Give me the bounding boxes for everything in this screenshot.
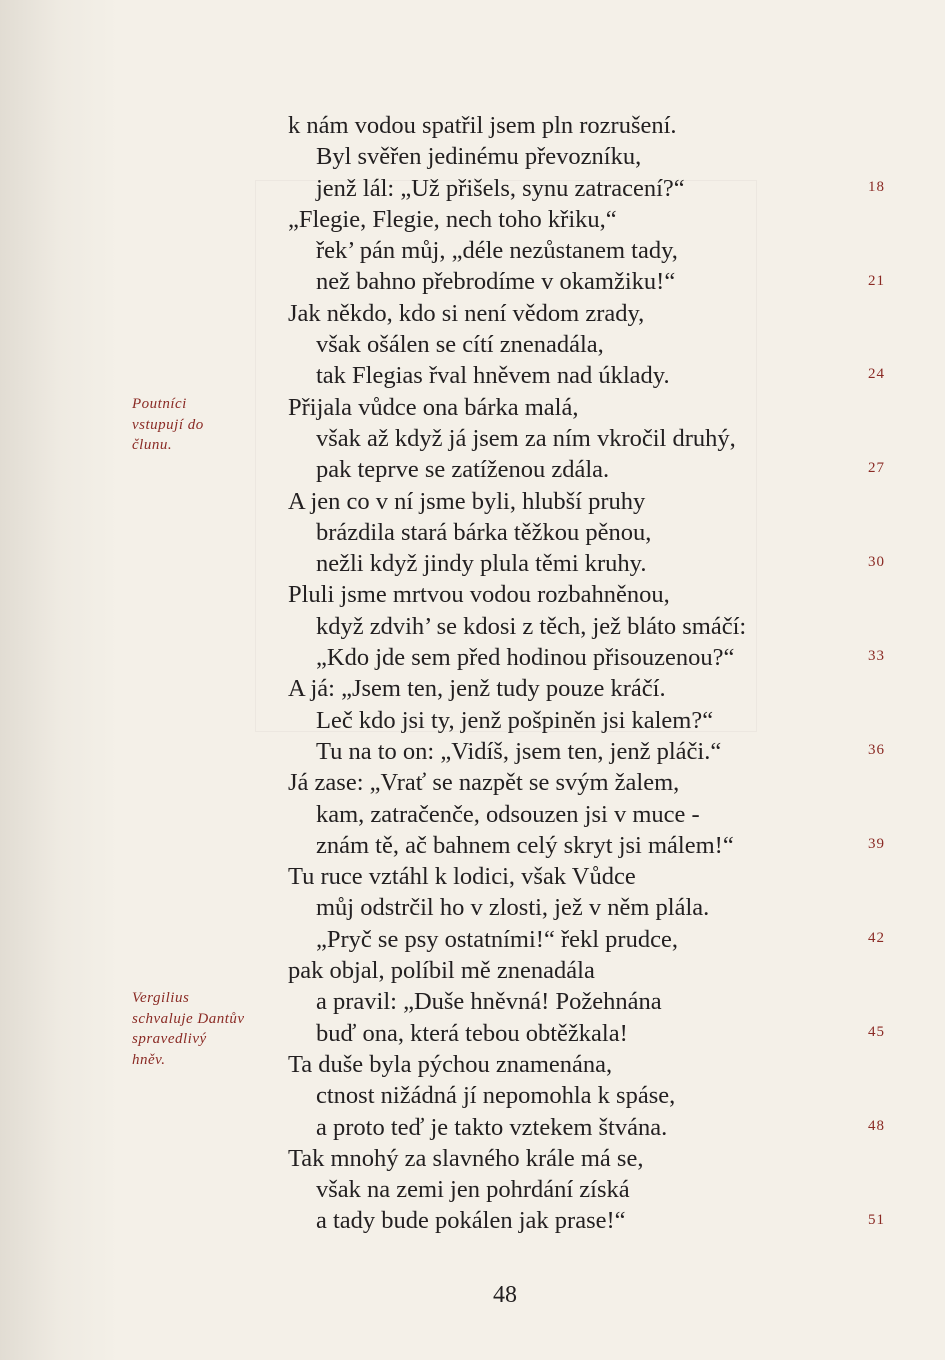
verse-line: Pluli jsme mrtvou vodou rozbahněnou,	[288, 581, 670, 609]
verse-line: pak objal, políbil mě znenadála	[288, 957, 595, 985]
verse-line: však ošálen se cítí znenadála,	[316, 331, 604, 359]
verse-line: tak Flegias řval hněvem nad úklady.	[316, 362, 670, 390]
verse-line: pak teprve se zatíženou zdála.	[316, 456, 610, 484]
side-note-line: vstupují do	[132, 416, 204, 433]
line-number: 21	[868, 272, 885, 289]
verse-line: Ta duše byla pýchou znamenána,	[288, 1050, 613, 1078]
verse-line: Leč kdo jsi ty, jenž pošpiněn jsi kalem?“	[316, 706, 714, 734]
line-number: 36	[868, 742, 885, 758]
verse-line: „Flegie, Flegie, nech toho křiku,“	[288, 205, 617, 233]
side-note-line: Vergilius	[132, 990, 190, 1006]
verse-line: znám tě, ač bahnem celý skryt jsi málem!“	[316, 831, 734, 859]
verse-line: k nám vodou spatřil jsem pln rozrušení.	[288, 112, 677, 139]
line-number: 48	[868, 1117, 885, 1134]
line-number: 51	[868, 1211, 885, 1228]
verse-line: Přijala vůdce ona bárka malá,	[288, 393, 579, 421]
verse-line: „Pryč se psy ostatními!“ řekl prudce,	[316, 925, 678, 953]
verse-line: a pravil: „Duše hněvná! Požehnána	[316, 988, 662, 1016]
side-note-line: hněv.	[132, 1051, 166, 1068]
verse-line: ctnost nižádná jí nepomohla k spáse,	[316, 1082, 676, 1110]
verse-line: A jen co v ní jsme byli, hlubší pruhy	[288, 487, 646, 515]
side-note-1	[132, 394, 272, 456]
verse-line: však až když já jsem za ním vkročil druhý,	[316, 424, 736, 452]
verse-line: Jak někdo, kdo si není vědom zrady,	[288, 299, 645, 327]
side-note-line: spravedlivý	[132, 1031, 207, 1047]
verse-line: řek’ pán můj, „déle nezůstanem tady,	[316, 237, 678, 265]
line-number: 39	[868, 835, 885, 852]
line-number: 42	[868, 929, 885, 946]
line-number: 33	[868, 648, 885, 665]
side-note-line: schvaluje Dantův	[132, 1010, 245, 1027]
line-number: 45	[868, 1023, 885, 1040]
line-number: 27	[868, 460, 885, 477]
verse-line: A já: „Jsem ten, jenž tudy pouze kráčí.	[288, 675, 666, 703]
line-number: 30	[868, 554, 885, 571]
line-number: 18	[868, 178, 885, 195]
verse-line: můj odstrčil ho v zlosti, jež v něm plála.	[316, 894, 710, 922]
verse-line: kam, zatračenče, odsouzen jsi v muce -	[316, 800, 700, 828]
verse-line: však na zemi jen pohrdání získá	[316, 1176, 630, 1204]
verse-line: „Kdo jde sem před hodinou přisouzenou?“	[316, 644, 735, 672]
verse-line: Byl svěřen jedinému převozníku,	[316, 143, 642, 171]
verse-block	[288, 110, 848, 1237]
verse-line: jenž lál: „Už přišels, synu zatracení?“	[316, 174, 685, 202]
verse-line: nežli když jindy plula těmi kruhy.	[316, 550, 647, 578]
verse-line: Tu na to on: „Vidíš, jsem ten, jenž pláči.“	[316, 737, 722, 765]
verse-line: Tu ruce vztáhl k lodici, však Vůdce	[288, 863, 636, 891]
verse-line: a tady bude pokálen jak prase!“	[316, 1207, 626, 1235]
verse-line: než bahno přebrodíme v okamžiku!“	[316, 268, 676, 296]
verse-line: buď ona, která tebou obtěžkala!	[316, 1019, 628, 1047]
side-note-line: Poutníci	[132, 396, 187, 412]
verse-line: Já zase: „Vrať se nazpět se svým žalem,	[288, 769, 680, 797]
verse-line: když zdvih’ se kdosi z těch, jež bláto smáčí:	[316, 612, 747, 640]
verse-line: Tak mnohý za slavného krále má se,	[288, 1144, 644, 1172]
side-note-line: člunu.	[132, 437, 173, 453]
line-number: 24	[868, 366, 885, 383]
page-number: 48	[493, 1282, 517, 1308]
side-note-2	[132, 988, 272, 1070]
verse-line: a proto teď je takto vztekem štvána.	[316, 1113, 668, 1141]
verse-line: brázdila stará bárka těžkou pěnou,	[316, 518, 652, 546]
